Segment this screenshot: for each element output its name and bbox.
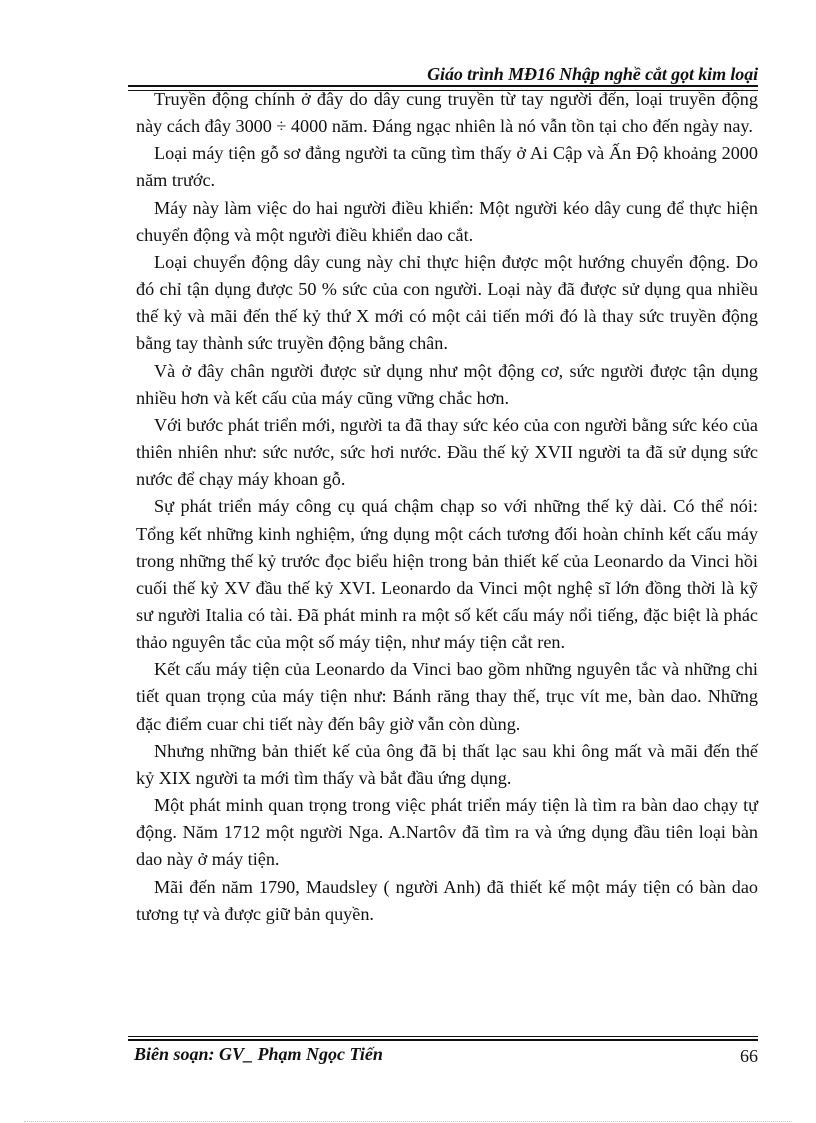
paragraph: Máy này làm việc do hai người điều khiển: Một người kéo dây cung để thực hiện chuyển động và một người điều khiển dao cắt. (136, 197, 758, 245)
header-title: Giáo trình MĐ16 Nhập nghề cắt gọt kim loại (427, 64, 758, 84)
page-edge-divider (24, 1121, 792, 1122)
paragraph: Sự phát triển máy công cụ quá chậm chạp so với những thế kỷ dài. Có thể nói: Tổng kết những kinh nghiệm, ứng dụng một cách tương đối hoàn chỉnh kết cấu máy trong những thế kỷ trước đọc biểu hiện trong bản thiết kế của Leonardo da Vinci hồi cuối thế kỷ XV đầu thế kỷ XVI. Leonardo da Vinci một nghệ sĩ lớn đồng thời là kỹ sư người Italia có tài. Đã phát minh ra một số kết cấu máy nổi tiếng, đặc biệt là phác thảo nguyên tắc của một số máy tiện, như máy tiện cắt ren. (136, 496, 758, 653)
page-number: 66 (740, 1046, 758, 1066)
paragraph: Mãi đến năm 1790, Maudsley ( người Anh) đã thiết kế một máy tiện có bàn dao tương tự và được giữ bản quyền. (136, 876, 758, 924)
body-text (136, 86, 758, 928)
paragraph: Truyền động chính ở đây do dây cung truyền từ tay người đến, loại truyền động này cách đây 3000 ÷ 4000 năm. Đáng ngạc nhiên là nó vẫn tồn tại cho đến ngày nay. (136, 89, 758, 137)
paragraph: Và ở đây chân người được sử dụng như một động cơ, sức người được tận dụng nhiều hơn và kết cấu của máy cũng vững chắc hơn. (136, 360, 758, 408)
paragraph: Với bước phát triển mới, người ta đã thay sức kéo của con người bằng sức kéo của thiên nhiên như: sức nước, sức hơi nước. Đầu thế kỷ XVII người ta đã sử dụng sức nước để chạy máy khoan gỗ. (136, 414, 758, 490)
paragraph: Loại chuyển động dây cung này chỉ thực hiện được một hướng chuyển động. Do đó chỉ tận dụng được 50 % sức của con người. Loại này đã được sử dụng qua nhiều thế kỷ và mãi đến thế kỷ thứ X mới có một cải tiến mới đó là thay sức truyền động bằng tay thành sức truyền động bằng chân. (136, 251, 758, 354)
footer-author: Biên soạn: GV_ Phạm Ngọc Tiến (134, 1044, 383, 1064)
paragraph: Kết cấu máy tiện của Leonardo da Vinci bao gồm những nguyên tắc và những chi tiết quan trọng của máy tiện như: Bánh răng thay thế, trục vít me, bàn dao. Những đặc điểm cuar chi tiết này đến bây giờ vẫn còn dùng. (136, 659, 758, 734)
paragraph: Nhưng những bản thiết kế của ông đã bị thất lạc sau khi ông mất và mãi đến thế kỷ XIX người ta mới tìm thấy và bắt đầu ứng dụng. (136, 740, 758, 788)
paragraph: Loại máy tiện gỗ sơ đẳng người ta cũng tìm thấy ở Ai Cập và Ấn Độ khoảng 2000 năm trước. (136, 143, 758, 191)
footer-rule (128, 1036, 758, 1037)
paragraph: Một phát minh quan trọng trong việc phát triển máy tiện là tìm ra bàn dao chạy tự động. Năm 1712 một người Nga. A.Nartôv đã tìm ra và ứng dụng đầu tiên loại bàn dao này ở máy tiện. (136, 795, 758, 870)
